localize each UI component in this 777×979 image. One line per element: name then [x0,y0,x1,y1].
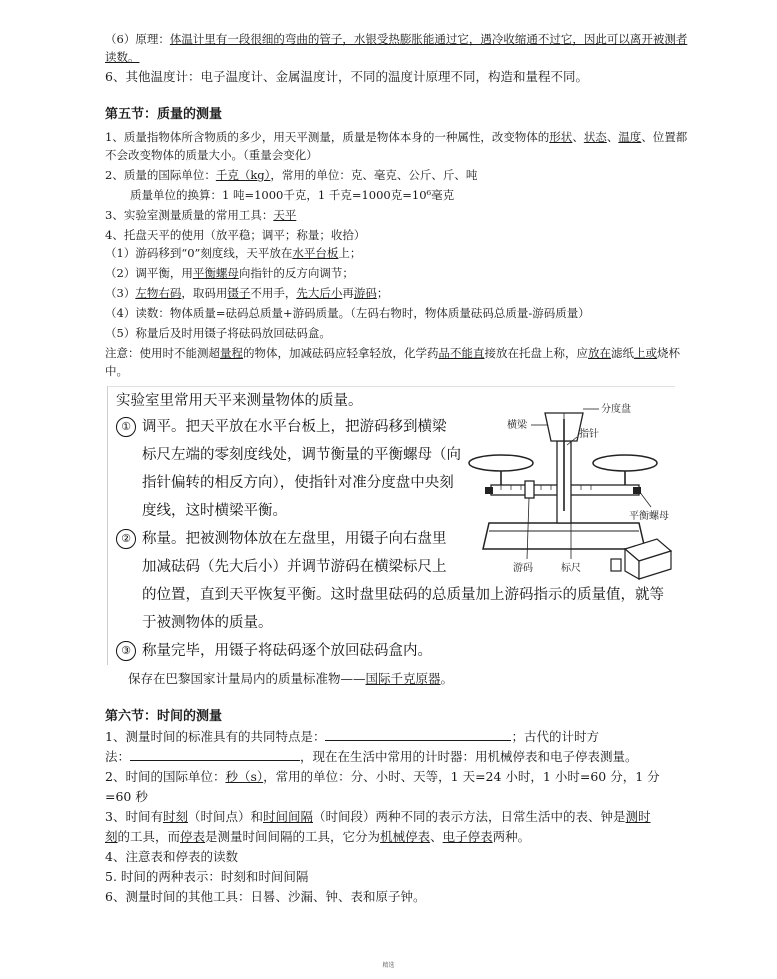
label-pointer: 指针 [579,429,599,440]
excerpt-step1-line1: ① 调平。把天平放在水平台板上，把游码移到横梁 [116,417,447,437]
sec5-note-line2: 中。 [105,364,128,378]
sec6-item1-line1: 1、测量时间的标准具有的共同特点是： ；古代的计时方 [105,729,599,744]
sec6-item1-line2: 法： ，现在在生活中常用的计时器：用机械停表和电子停表测量。 [105,749,638,764]
sec5-step1: （1）游码移到“0”刻度线，天平放在水平台板上； [105,246,362,260]
principle-line-1: （6）原理：体温计里有一段很细的弯曲的管子，水银受热膨胀能通过它，遇冷收缩通不过它，因此可以离开被测者 [105,32,688,46]
step-number-3: ③ [116,641,136,661]
sec5-item1-line1: 1、质量指物体所含物质的多少，用天平测量，质量是物体本身的一种属性，改变物体的形状、状态、温度、位置都 [105,130,688,144]
page-footer: 精选 [382,962,395,969]
sec6-item3-line1: 3、时间有时刻（时间点）和时间间隔（时间段）两种不同的表示方法，日常生活中的表、钟是测时 [105,809,651,824]
sec5-step5: （5）称量后及时用镊子将砝码放回砝码盒。 [105,326,331,340]
sec5-step4: （4）读数：物体质量=砝码总质量+游码质量。（左码右物时，物体质量砝码总质量-游码质量） [105,306,590,320]
sec6-item2-line2: =60 秒 [105,789,148,804]
sec5-step3: （3）左物右码，取码用镊子不用手，先大后小再游码； [105,286,389,300]
label-beam: 横梁 [507,420,527,431]
sec5-note-line1: 注意：使用时不能测超量程的物体，加减砝码应轻拿轻放，化学药品不能直接放在托盘上称，应放在滤纸上或烧杯 [105,346,680,360]
sec6-item2-line1: 2、时间的国际单位：秒（s），常用的单位：分、小时、天等，1 天=24 小时，1 小时=60 分，1 分 [105,769,660,784]
section5-title: 第五节：质量的测量 [105,107,223,122]
excerpt-step1-line4: 度线，这时横梁平衡。 [142,503,287,519]
sec6-item6: 6、测量时间的其他工具：日晷、沙漏、钟、表和原子钟。 [105,889,426,904]
other-thermometers: 6、其他温度计：电子温度计、金属温度计，不同的温度计原理不同，构造和量程不同。 [105,69,588,84]
label-dial: 分度盘 [601,404,631,415]
answer-blank-1[interactable] [325,728,511,741]
sec5-item2: 2、质量的国际单位：千克（kg），常用的单位：克、毫克、公斤、斤、吨 [105,168,478,182]
section6-title: 第六节：时间的测量 [105,709,223,724]
answer-blank-2[interactable] [130,748,300,761]
step-number-1: ① [116,417,136,437]
sec5-item1-line2: 不会改变物体的质量大小。（重量会变化） [105,148,318,162]
sec5-item3: 3、实验室测量质量的常用工具：天平 [105,208,297,222]
excerpt-step2-line1: ② 称量。把被测物体放在左盘里，用镊子向右盘里 [116,529,447,549]
label-scale: 标尺 [561,563,581,574]
label-nut: 平衡螺母 [629,511,669,522]
excerpt-heading: 实验室里常用天平来测量物体的质量。 [116,393,363,409]
sec6-item3-line2: 刻的工具，而停表是测量时间间隔的工具，它分为机械停表、电子停表两种。 [105,829,531,844]
principle-line-2: 读数。 [105,50,140,64]
excerpt-step1-line3: 指针偏转的相反方向），使指针对准分度盘中央刻 [142,475,454,491]
label-rider: 游码 [513,563,533,574]
sec6-item4: 4、注意表和停表的读数 [105,849,238,864]
excerpt-step3: ③ 称量完毕，用镊子将砝码逐个放回砝码盒内。 [116,641,432,661]
sec6-item5: 5. 时间的两种表示：时刻和时间间隔 [105,869,309,884]
excerpt-step2-line4: 于被测物体的质量。 [142,615,273,631]
excerpt-step2-line2: 加减砝码（先大后小）并调节游码在横梁标尺上 [142,559,447,575]
sec5-item4: 4、托盘天平的使用（放平稳；调平；称量；收拾） [105,228,366,242]
sec5-unit-conversion: 质量单位的换算：1 吨=1000千克，1 千克=1000克=10⁶毫克 [130,188,455,202]
balance-textbook-excerpt [107,386,675,665]
excerpt-step1-line2: 标尺左端的零刻度线处，调节衡量的平衡螺母（向 [142,447,461,463]
step-number-2: ② [116,529,136,549]
excerpt-step2-line3: 的位置，直到天平恢复平衡。这时盘里砝码的总质量加上游码指示的质量值，就等 [142,587,664,603]
balance-diagram [461,401,673,581]
kilogram-prototype-line: 保存在巴黎国家计量局内的质量标准物——国际千克原器。 [128,671,454,686]
sec5-step2: （2）调平衡，用平衡螺母向指针的反方向调节； [105,266,354,280]
